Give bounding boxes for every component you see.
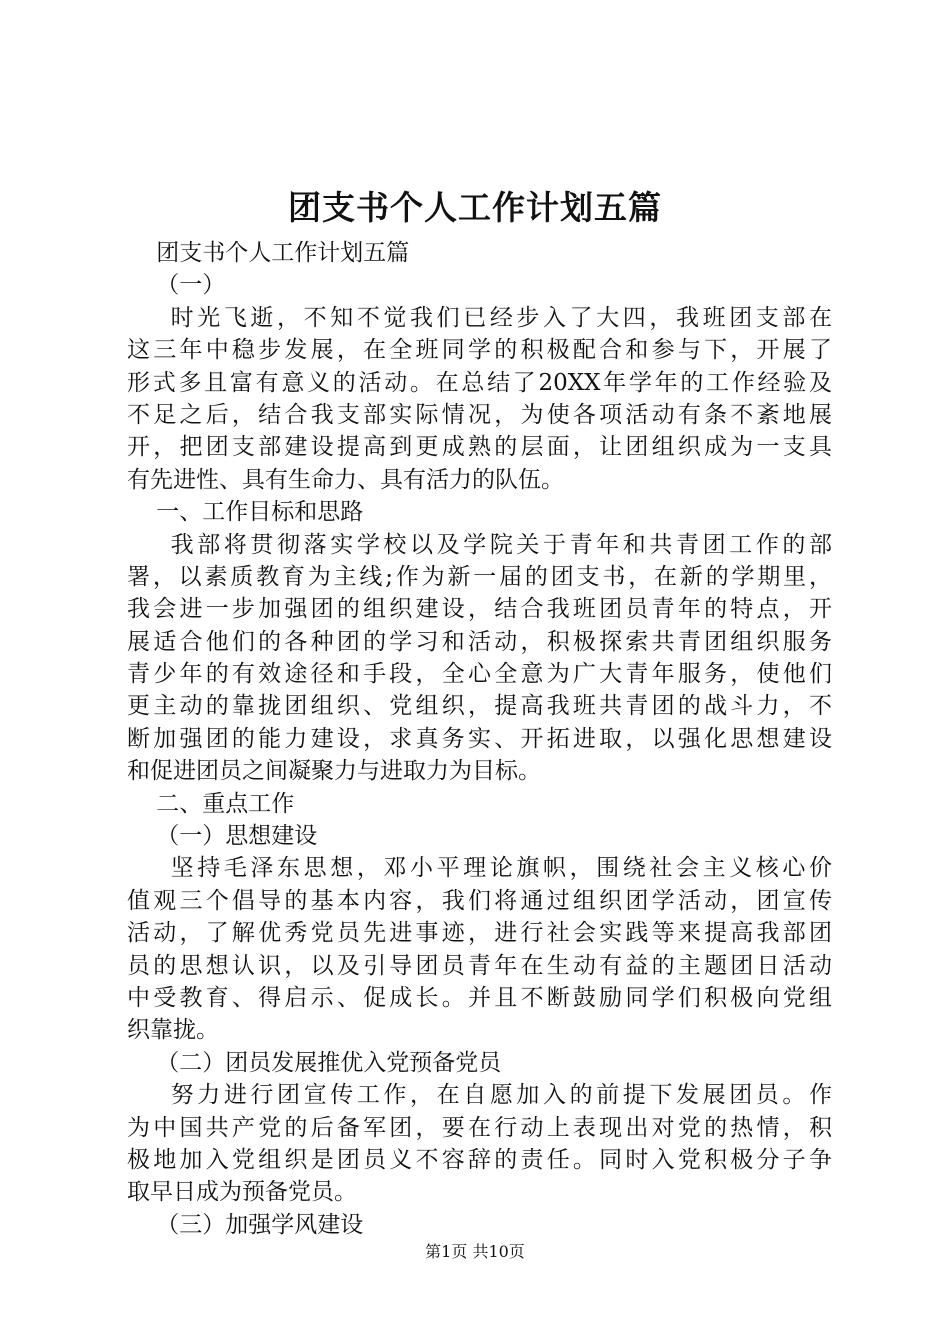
body-line: 员的思想认识，以及引导团员青年在生动有益的主题团日活动 xyxy=(127,952,832,979)
body-line: 为中国共产党的后备军团，要在行动上表现出对党的热情，积 xyxy=(127,1114,832,1141)
body-line: （二）团员发展推优入党预备党员 xyxy=(127,1049,502,1076)
body-line: 展适合他们的各种团的学习和活动，积极探索共青团组织服务 xyxy=(127,628,832,655)
document-body xyxy=(127,237,832,1241)
body-line: 活动，了解优秀党员先进事迹，进行社会实践等来提高我部团 xyxy=(127,920,832,947)
body-line: 署，以素质教育为主线;作为新一届的团支书，在新的学期里， xyxy=(127,563,832,590)
body-line: （一） xyxy=(127,272,226,299)
body-line: 和促进团员之间凝聚力与进取力为目标。 xyxy=(127,758,541,785)
body-line: 不足之后，结合我支部实际情况，为使各项活动有条不紊地展 xyxy=(127,401,832,428)
body-line: 一、工作目标和思路 xyxy=(127,499,364,526)
body-line: 值观三个倡导的基本内容，我们将通过组织团学活动，团宣传 xyxy=(127,887,832,914)
body-line: 形式多且富有意义的活动。在总结了20XX年学年的工作经验及 xyxy=(127,369,832,396)
body-line: 二、重点工作 xyxy=(127,790,295,817)
body-line: 努力进行团宣传工作，在自愿加入的前提下发展团员。作 xyxy=(127,1082,832,1109)
body-line: 时光飞逝，不知不觉我们已经步入了大四，我班团支部在 xyxy=(127,304,832,331)
body-line: 织靠拢。 xyxy=(127,1017,219,1044)
page-footer: 第1页 共10页 xyxy=(425,1242,525,1261)
body-line: 我部将贯彻落实学校以及学院关于青年和共青团工作的部 xyxy=(127,531,832,558)
body-line: 断加强团的能力建设，求真务实、开拓进取，以强化思想建设 xyxy=(127,725,832,752)
body-line: 中受教育、得启示、促成长。并且不断鼓励同学们积极向党组 xyxy=(127,984,832,1011)
body-line: 我会进一步加强团的组织建设，结合我班团员青年的特点，开 xyxy=(127,596,832,623)
body-line: （三）加强学风建设 xyxy=(127,1211,364,1238)
body-line: 青少年的有效途径和手段，全心全意为广大青年服务，使他们 xyxy=(127,661,832,688)
body-line: 有先进性、具有生命力、具有活力的队伍。 xyxy=(127,466,564,493)
body-line: 取早日成为预备党员。 xyxy=(127,1179,357,1206)
body-line: （一）思想建设 xyxy=(127,823,318,850)
body-line: 团支书个人工作计划五篇 xyxy=(127,240,410,266)
body-line: 这三年中稳步发展，在全班同学的积极配合和参与下，开展了 xyxy=(127,337,832,364)
body-line: 极地加入党组织是团员义不容辞的责任。同时入党积极分子争 xyxy=(127,1146,832,1173)
body-line: 坚持毛泽东思想，邓小平理论旗帜，围绕社会主义核心价 xyxy=(127,855,832,882)
body-line: 更主动的靠拢团组织、党组织，提高我班共青团的战斗力，不 xyxy=(127,693,832,720)
document-title: 团支书个人工作计划五篇 xyxy=(288,188,662,227)
body-line: 开，把团支部建设提高到更成熟的层面，让团组织成为一支具 xyxy=(127,434,832,461)
